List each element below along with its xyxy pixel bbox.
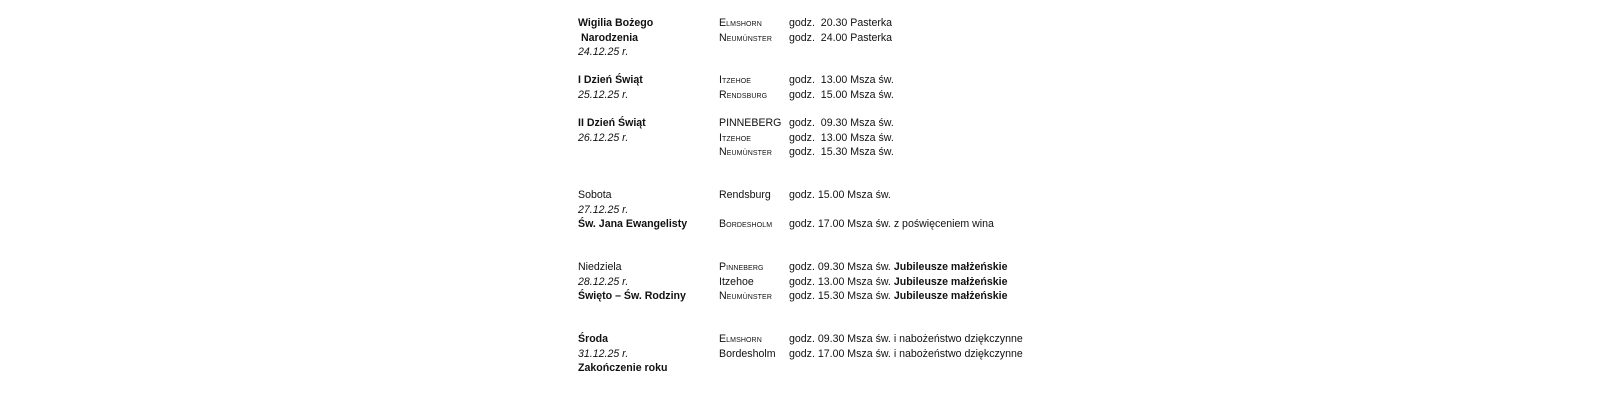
entry-times xyxy=(789,260,1007,304)
mass-time: godz. 13.00 Msza św. xyxy=(789,275,891,288)
day-name-continued: Narodzenia xyxy=(578,31,639,44)
mass-time: godz. 24.00 Pasterka xyxy=(789,31,893,44)
jubilee-note: Jubileusze małżeńskie xyxy=(893,261,1008,273)
feast-name: Zakończenie roku xyxy=(578,362,668,374)
schedule-entry-christmas-day-1 xyxy=(578,73,1098,116)
entry-label xyxy=(578,188,718,232)
day-name: I Dzień Świąt xyxy=(578,74,643,86)
schedule-entry-saturday xyxy=(578,188,1098,260)
mass-time: godz. 09.30 Msza św. i nabożeństwo dziękczynne xyxy=(789,333,1023,345)
place: Itzehoe xyxy=(719,74,752,86)
place: Pinneberg xyxy=(719,261,764,273)
place: Bordesholm xyxy=(719,347,776,360)
entry-times xyxy=(789,16,892,45)
mass-time: godz. 15.00 Msza św. xyxy=(789,189,891,201)
mass-time-row xyxy=(789,275,1007,290)
entry-places xyxy=(719,16,787,45)
entry-places xyxy=(719,332,787,361)
place: Rendsburg xyxy=(719,189,771,201)
mass-time: godz. 15.00 Msza św. xyxy=(789,88,894,101)
place: Elmshorn xyxy=(719,333,762,345)
feast-name: Święto – Św. Rodziny xyxy=(578,290,686,302)
entry-times xyxy=(789,188,994,232)
entry-label xyxy=(578,332,718,376)
mass-time: godz. 15.30 Msza św. xyxy=(789,146,894,158)
place: Itzehoe xyxy=(719,131,752,144)
mass-time: godz. 15.30 Msza św. xyxy=(789,290,891,302)
feast-name: Św. Jana Ewangelisty xyxy=(578,218,688,230)
jubilee-note: Jubileusze małżeńskie xyxy=(893,275,1008,288)
entry-times xyxy=(789,116,894,160)
place: Neumünster xyxy=(719,290,772,302)
schedule-entry-sunday xyxy=(578,260,1098,332)
entry-label xyxy=(578,73,718,102)
entry-date: 25.12.25 r. xyxy=(578,88,629,101)
entry-date: 24.12.25 r. xyxy=(578,46,629,58)
day-name: Niedziela xyxy=(578,261,622,273)
day-name: Sobota xyxy=(578,189,612,201)
mass-time: godz. 20.30 Pasterka xyxy=(789,17,893,29)
entry-places xyxy=(719,116,787,160)
mass-time: godz. 13.00 Msza św. xyxy=(789,131,894,144)
mass-time: godz. 09.30 Msza św. xyxy=(789,261,891,273)
jubilee-note: Jubileusze małżeńskie xyxy=(893,290,1008,302)
entry-times xyxy=(789,73,894,102)
place: Neumünster xyxy=(719,31,772,44)
schedule-entry-wednesday xyxy=(578,332,1098,376)
mass-time: godz. 17.00 Msza św. z poświęceniem wina xyxy=(789,218,994,230)
mass-time-row xyxy=(789,289,1007,304)
place: Rendsburg xyxy=(719,88,768,101)
day-name: Wigilia Bożego xyxy=(578,17,654,29)
place: PINNEBERG xyxy=(719,117,782,129)
place: Elmshorn xyxy=(719,17,762,29)
mass-schedule xyxy=(578,16,1098,376)
entry-times xyxy=(789,332,1023,361)
day-name: II Dzień Świąt xyxy=(578,117,646,129)
mass-time-row xyxy=(789,260,1007,275)
place: Neumünster xyxy=(719,146,772,158)
entry-places xyxy=(719,260,787,304)
mass-time: godz. 17.00 Msza św. i nabożeństwo dziękczynne xyxy=(789,347,1023,360)
entry-date: 27.12.25 r. xyxy=(578,203,629,216)
entry-date: 28.12.25 r. xyxy=(578,275,629,288)
schedule-entry-christmas-day-2 xyxy=(578,116,1098,188)
entry-places xyxy=(719,73,787,102)
place: Bordesholm xyxy=(719,218,773,230)
entry-label xyxy=(578,16,718,60)
schedule-entry-wigilia xyxy=(578,16,1098,73)
entry-places xyxy=(719,188,787,232)
place-spacer xyxy=(719,203,787,218)
mass-time-spacer xyxy=(789,203,994,218)
mass-time: godz. 09.30 Msza św. xyxy=(789,117,894,129)
day-name: Środa xyxy=(578,333,609,345)
entry-label xyxy=(578,116,718,145)
place: Itzehoe xyxy=(719,275,754,288)
entry-label xyxy=(578,260,718,304)
mass-time: godz. 13.00 Msza św. xyxy=(789,74,894,86)
entry-date: 26.12.25 r. xyxy=(578,131,629,144)
entry-date: 31.12.25 r. xyxy=(578,347,629,360)
